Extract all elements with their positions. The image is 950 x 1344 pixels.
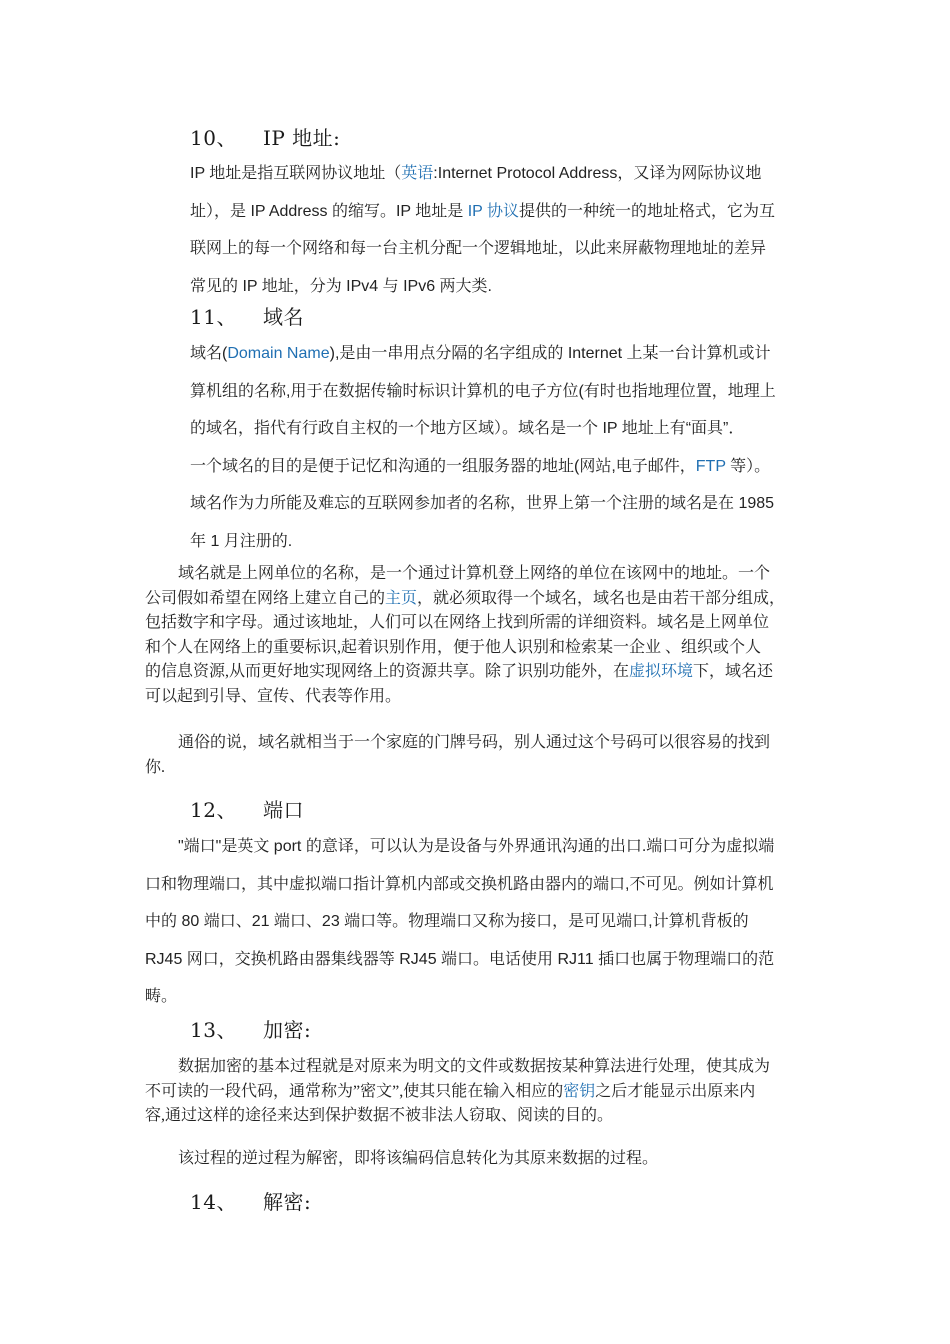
text-line — [145, 756, 770, 781]
text-run: 和个人在网络上的重要标识,起着识别作用，便于他人识别和检索某一企业 、组织或个人 — [145, 638, 762, 656]
hyperlink[interactable]: FTP — [695, 457, 726, 475]
section-heading — [190, 796, 304, 824]
text-run: 常见的 IP 地址，分为 IPv4 与 IPv6 两大类. — [190, 277, 492, 295]
text-run: 公司假如希望在网络上建立自己的 — [145, 589, 386, 607]
section-heading — [190, 303, 304, 331]
text-run: 之后才能显示出原来内 — [595, 1082, 756, 1100]
text-run: :Internet Protocol Address，又译为网际协议地 — [433, 165, 762, 182]
section-title: 域名 — [262, 305, 304, 329]
hyperlink[interactable]: 主页 — [385, 589, 418, 607]
text-line — [145, 1080, 770, 1105]
text-run: 数据加密的基本过程就是对原来为明文的文件或数据按某种算法进行处理，使其成为 — [178, 1058, 771, 1075]
section-title: 端口 — [262, 798, 304, 822]
section-number: 12、 — [190, 798, 237, 822]
section-heading — [190, 124, 340, 152]
text-line — [145, 866, 774, 904]
paragraph — [145, 731, 770, 780]
text-run: 通俗的说，域名就相当于一个家庭的门牌号码，别人通过这个号码可以很容易的找到 — [178, 734, 771, 751]
text-run: 你. — [145, 758, 166, 776]
text-run: 址），是 IP Address 的缩写。IP 地址是 — [190, 202, 468, 220]
text-line — [145, 903, 774, 941]
text-run: 畴。 — [145, 988, 178, 1005]
text-run: IP 地址是指互联网协议地址（ — [190, 165, 402, 182]
text-line — [145, 636, 785, 661]
paragraph — [190, 335, 776, 560]
text-line — [145, 1055, 770, 1080]
text-run: 联网上的每一个网络和每一台主机分配一个逻辑地址，以此来屏蔽物理地址的差异 — [190, 240, 767, 257]
text-run: 年 1 月注册的. — [190, 532, 293, 550]
section-heading — [190, 1188, 311, 1216]
section-number: 10、 — [190, 126, 237, 150]
text-run: 一个域名的目的是便于记忆和沟通的一组服务器的地址(网站,电子邮件， — [190, 457, 696, 475]
text-run: 包括数字和字母。通过该地址，人们可以在网络上找到所需的详细资料。域名是上网单位 — [145, 614, 770, 632]
section-number: 13、 — [190, 1018, 237, 1042]
section-title: IP 地址: — [262, 126, 341, 150]
text-line — [145, 1147, 658, 1172]
text-line — [145, 611, 785, 636]
text-line — [190, 523, 776, 561]
text-run: 的域名，指代有行政自主权的一个地方区域）。域名是一个 IP 地址上有“面具”． — [190, 420, 745, 437]
paragraph — [145, 562, 785, 710]
section-number: 14、 — [190, 1190, 237, 1214]
paragraph — [145, 1055, 770, 1129]
text-line — [190, 155, 775, 193]
text-run: 下，域名还 — [693, 663, 774, 681]
text-line — [190, 410, 776, 448]
text-line — [145, 941, 774, 979]
text-run: 容,通过这样的途径来达到保护数据不被非法人窃取、阅读的目的。 — [145, 1107, 614, 1125]
text-run: 算机组的名称,用于在数据传输时标识计算机的电子方位(有时也指地理位置，地理上 — [190, 382, 776, 400]
text-run: 中的 80 端口、21 端口、23 端口等。物理端口又称为接口，是可见端口,计算机背板的 — [145, 913, 749, 930]
paragraph — [145, 828, 774, 1016]
paragraph — [145, 1147, 658, 1172]
text-line — [190, 373, 776, 411]
text-line — [190, 193, 775, 231]
hyperlink[interactable]: Domain Name — [227, 345, 330, 362]
hyperlink[interactable]: 英语 — [401, 165, 434, 182]
section-title: 加密: — [262, 1018, 312, 1042]
text-line — [145, 660, 785, 685]
text-run: RJ45 网口，交换机路由器集线器等 RJ45 端口。电话使用 RJ11 插口也属于物理端口的范 — [145, 950, 775, 968]
text-line — [145, 978, 774, 1016]
text-line — [190, 230, 775, 268]
text-run: 的信息资源,从而更好地实现网络上的资源共享。除了识别功能外，在 — [145, 663, 630, 681]
text-line — [190, 268, 775, 306]
text-run: 不可读的一段代码，通常称为”密文”,使其只能在输入相应的 — [145, 1082, 564, 1100]
text-run: 该过程的逆过程为解密，即将该编码信息转化为其原来数据的过程。 — [178, 1150, 659, 1167]
text-line — [145, 1104, 770, 1129]
text-run: 域名( — [190, 345, 228, 362]
hyperlink[interactable]: IP 协议 — [467, 202, 519, 220]
text-line — [145, 587, 785, 612]
text-run: ),是由一串用点分隔的名字组成的 Internet 上某一台计算机或计 — [329, 345, 771, 362]
text-line — [145, 828, 774, 866]
text-run: 域名作为力所能及难忘的互联网参加者的名称，世界上第一个注册的域名是在 1985 — [190, 495, 775, 512]
paragraph — [190, 155, 775, 305]
text-run: ，就必须取得一个域名，域名也是由若干部分组成， — [417, 589, 786, 607]
section-number: 11、 — [190, 305, 237, 329]
text-run: 等）。 — [725, 457, 771, 475]
section-heading — [190, 1016, 311, 1044]
text-line — [190, 335, 776, 373]
text-run: 可以起到引导、宣传、代表等作用。 — [145, 687, 402, 705]
text-run: "端口"是英文 port 的意译，可以认为是设备与外界通讯沟通的出口.端口可分为虚拟端 — [178, 838, 775, 855]
text-line — [145, 562, 785, 587]
hyperlink[interactable]: 密钥 — [563, 1082, 596, 1100]
text-line — [190, 485, 776, 523]
section-title: 解密: — [262, 1190, 312, 1214]
text-run: 口和物理端口，其中虚拟端口指计算机内部或交换机路由器内的端口,不可见。例如计算机 — [145, 875, 774, 893]
text-run: 域名就是上网单位的名称，是一个通过计算机登上网络的单位在该网中的地址。一个 — [178, 565, 771, 582]
hyperlink[interactable]: 虚拟环境 — [629, 663, 694, 681]
text-line — [145, 731, 770, 756]
text-line — [190, 448, 776, 486]
text-run: 提供的一种统一的地址格式，它为互 — [518, 202, 775, 220]
text-line — [145, 685, 785, 710]
